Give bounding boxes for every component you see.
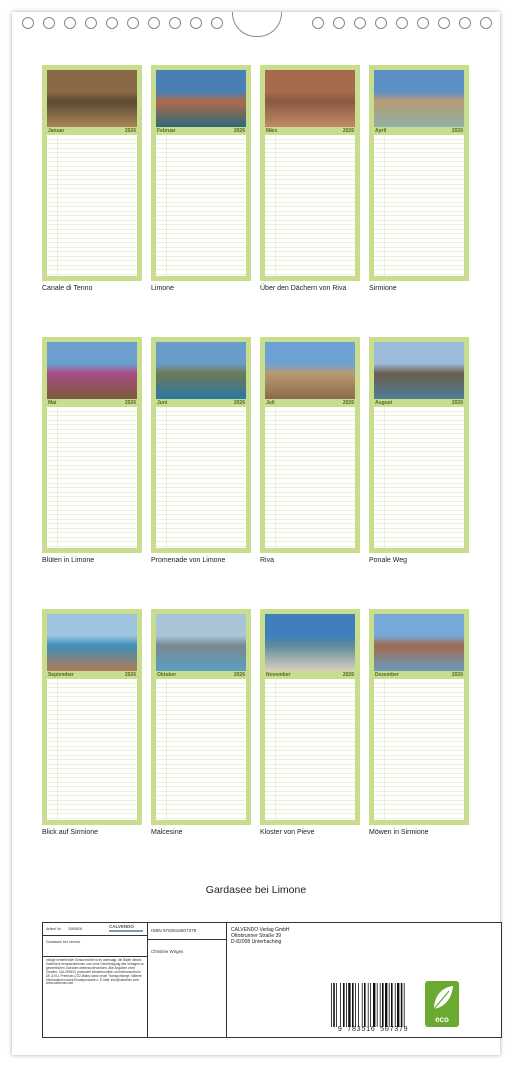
photo-caption: Riva [260,557,275,564]
date-grid [265,135,355,276]
calvendo-logo: CALVENDO [109,924,134,929]
date-grid [156,407,246,548]
date-grid [374,135,464,276]
month-name: Dezember [375,672,399,678]
imprint-box [42,922,502,1038]
binding-hole [43,17,55,29]
month-year: 2026 [342,128,354,134]
month-name: Januar [48,128,65,134]
date-grid [47,135,137,276]
binding-hole [22,17,34,29]
binding-hole [438,17,450,29]
date-grid [265,407,355,548]
month-header [156,400,246,406]
date-grid [265,679,355,820]
month-photo [156,342,246,399]
month-year: 2026 [233,400,245,406]
month-photo [374,614,464,671]
month-photo [265,342,355,399]
month-year: 2026 [342,672,354,678]
leaf-icon [425,981,459,1015]
month-header [374,128,464,134]
article-number: 2060826 [68,927,82,931]
calendar-title: Gardasee bei Limone [205,884,307,896]
month-photo [156,70,246,127]
month-photo [47,614,137,671]
binding-hole [459,17,471,29]
imprint-column-middle [148,923,227,1037]
publisher-line: CALVENDO Verlag GmbH [231,927,290,933]
month-header [156,672,246,678]
month-photo [374,342,464,399]
month-name: April [375,128,387,134]
binding-hole [417,17,429,29]
month-name: Oktober [157,672,177,678]
photo-caption: Über den Dächern von Riva [260,285,347,292]
date-grid [156,135,246,276]
month-name: Mai [48,400,57,406]
month-header [265,672,355,678]
month-year: 2026 [451,672,463,678]
eco-label: eco [435,1015,449,1024]
binding-hole [375,17,387,29]
month-frame [151,609,251,825]
photo-caption: Canale di Tenno [42,285,93,292]
month-year: 2026 [124,128,136,134]
date-grid [156,679,246,820]
binding-hole [127,17,139,29]
photo-caption: Kloster von Pieve [260,829,315,836]
month-name: November [266,672,291,678]
logo-bar [109,930,143,932]
month-photo [265,70,355,127]
month-frame [151,65,251,281]
binding-hole [396,17,408,29]
photo-caption: Sirmione [369,285,397,292]
binding-hole [312,17,324,29]
photo-caption: Blüten in Limone [42,557,95,564]
photo-caption: Blick auf Sirmione [42,829,99,836]
barcode-digits: 9 783516 507379 [337,1026,409,1034]
month-frame [42,337,142,553]
photo-caption: Limone [151,285,174,292]
binding-hole [169,17,181,29]
month-year: 2026 [233,128,245,134]
binding-hole [148,17,160,29]
month-header [156,128,246,134]
month-photo [47,70,137,127]
photo-caption: Ponale Weg [369,557,408,564]
month-year: 2026 [233,672,245,678]
publisher-address [231,927,290,945]
month-name: März [266,128,278,134]
photo-caption: Malcesine [151,829,183,836]
publisher-line: Ottobrunner Straße 39 [231,933,282,939]
author: Christine Wirges [151,949,184,954]
month-header [47,672,137,678]
binding-hole [333,17,345,29]
date-grid [374,679,464,820]
binding-hole [211,17,223,29]
month-frame [151,337,251,553]
isbn: ISBN 9783516507379 [151,928,197,933]
month-name: September [48,672,74,678]
photo-caption: Möwen in Sirmione [369,829,429,836]
month-header [265,400,355,406]
month-frame [260,337,360,553]
publisher-line: D-82008 Unterhaching [231,939,282,945]
month-header [374,672,464,678]
article-label: Artikel Nr. [46,927,62,931]
month-photo [47,342,137,399]
binding-hole [64,17,76,29]
month-frame [42,609,142,825]
month-name: August [375,400,393,406]
month-year: 2026 [451,400,463,406]
legal-text: Infolge bestehender Schutzrechte ist es untersagt, die Bilder dieses Kalenders herauszutrennen und ohne Genehmigung des Verlages zu gewerblichen Zwecken weiterzuverwenden. Alle Angaben ohne Gewähr. CALVENDO produziert klimafreundlich und klimaneutral in DE & EU. Premium-CO2-Bilanz dank neuer Transportwege. Nähere Informationen dank Ersatzprodukte u. E-Mail: info@calvendo.com · www.calvendo.com [46,958,144,986]
month-name: Juni [157,400,168,406]
month-header [47,400,137,406]
month-header [374,400,464,406]
imprint-column-left [43,923,148,1037]
binding-hole [106,17,118,29]
month-frame [369,609,469,825]
date-grid [47,679,137,820]
month-photo [265,614,355,671]
month-photo [156,614,246,671]
month-name: Februar [157,128,176,134]
month-frame [42,65,142,281]
product-name: Gardasee bei Limone [46,940,81,944]
month-frame [369,65,469,281]
barcode [329,983,417,1027]
month-frame [369,337,469,553]
month-year: 2026 [124,672,136,678]
month-header [265,128,355,134]
binding-hole [354,17,366,29]
binding-hole [480,17,492,29]
date-grid [374,407,464,548]
binding-hole [85,17,97,29]
month-frame [260,609,360,825]
month-year: 2026 [342,400,354,406]
month-frame [260,65,360,281]
eco-badge [425,981,459,1027]
month-photo [374,70,464,127]
month-year: 2026 [124,400,136,406]
photo-caption: Promenade von Limone [151,557,226,564]
binding-hole [190,17,202,29]
month-name: Juli [266,400,275,406]
date-grid [47,407,137,548]
month-year: 2026 [451,128,463,134]
month-header [47,128,137,134]
